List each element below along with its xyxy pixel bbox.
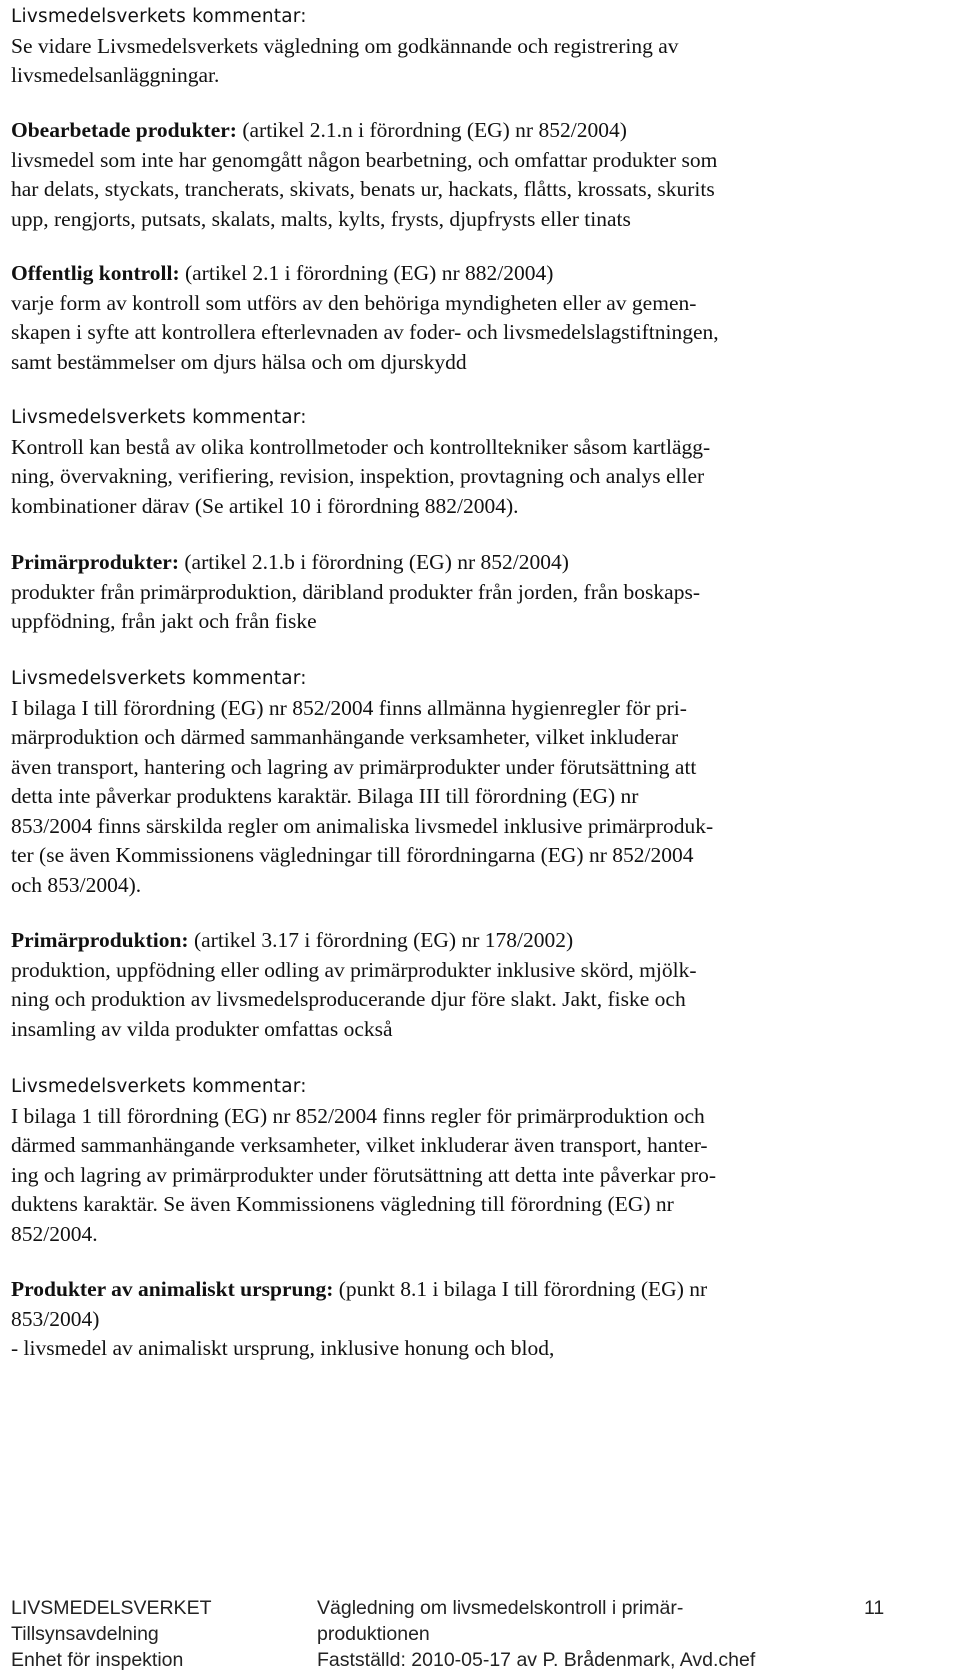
paragraph-line: uppfödning, från jakt och från fiske [11, 609, 317, 633]
definition-primarprodukter [11, 548, 911, 637]
definition-reference: (artikel 3.17 i förordning (EG) nr 178/2002) [188, 928, 574, 952]
footer-established: Fastställd: 2010-05-17 av P. Brådenmark, Avd.chef [317, 1649, 756, 1671]
definition-term: Primärproduktion: [11, 928, 189, 952]
definition-heading [11, 926, 911, 956]
paragraph-line: samt bestämmelser om djurs hälsa och om djurskydd [11, 349, 467, 374]
paragraph-line: livsmedel som inte har genomgått någon bearbetning, och omfattar produkter som [11, 147, 718, 172]
comment-section-1 [11, 2, 911, 91]
footer-page-number: 11 [864, 1597, 885, 1619]
footer-org-name: LIVSMEDELSVERKET [11, 1597, 212, 1619]
comment-label: Livsmedelsverkets kommentar: [11, 6, 307, 27]
paragraph-line: I bilaga 1 till förordning (EG) nr 852/2004 finns regler för primärproduktion och [11, 1103, 705, 1128]
paragraph-line: därmed sammanhängande verksamheter, vilket inkluderar även transport, hanter- [11, 1133, 708, 1157]
paragraph-line: duktens karaktär. Se även Kommissionens vägledning till förordning (EG) nr [11, 1192, 674, 1216]
definition-term: Obearbetade produkter: [11, 118, 237, 142]
definition-heading [11, 259, 911, 289]
definition-reference: (punkt 8.1 i bilaga I till förordning (EG) nr [333, 1277, 708, 1301]
definition-term: Produkter av animaliskt ursprung: [11, 1277, 334, 1301]
footer-title-line2: produktionen [317, 1623, 430, 1645]
comment-section-4 [11, 1072, 911, 1249]
paragraph-line: - livsmedel av animaliskt ursprung, inklusive honung och blod, [11, 1336, 555, 1360]
paragraph-line: upp, rengjorts, putsats, skalats, malts, kylts, frysts, djupfrysts eller tinats [11, 206, 631, 231]
comment-section-2 [11, 403, 911, 521]
footer-organization [11, 1595, 211, 1673]
footer-unit: Enhet för inspektion [11, 1649, 184, 1671]
paragraph-line: märproduktion och därmed sammanhängande verksamheter, vilket inkluderar [11, 725, 679, 749]
paragraph-line: ing och lagring av primärprodukter under förutsättning att detta inte påverkar pro- [11, 1162, 717, 1187]
definition-heading [11, 1275, 911, 1305]
paragraph-line: ter (se även Kommissionens vägledningar till förordningarna (EG) nr 852/2004 [11, 843, 694, 867]
definition-reference: (artikel 2.1 i förordning (EG) nr 882/2004) [179, 261, 554, 285]
paragraph-line: 852/2004. [11, 1221, 98, 1246]
footer-title-line1: Vägledning om livsmedelskontroll i primär- [317, 1597, 684, 1619]
definition-heading [11, 548, 911, 578]
paragraph-line: ning och produktion av livsmedelsproducerande djur före slakt. Jakt, fiske och [11, 987, 686, 1011]
definition-offentlig-kontroll [11, 259, 911, 377]
paragraph-line: och 853/2004). [11, 872, 142, 897]
paragraph-line: produktion, uppfödning eller odling av primärprodukter inklusive skörd, mjölk- [11, 957, 697, 982]
definition-primarproduktion [11, 926, 911, 1044]
paragraph-line: varje form av kontroll som utförs av den behöriga myndigheten eller av gemen- [11, 290, 697, 315]
comment-label: Livsmedelsverkets kommentar: [11, 668, 307, 689]
paragraph-line: insamling av vilda produkter omfattas också [11, 1016, 393, 1041]
paragraph-line: skapen i syfte att kontrollera efterlevnaden av foder- och livsmedelslagstiftningen, [11, 320, 719, 344]
comment-label: Livsmedelsverkets kommentar: [11, 407, 307, 428]
footer-department: Tillsynsavdelning [11, 1623, 159, 1645]
definition-term: Primärprodukter: [11, 550, 179, 574]
paragraph-line: detta inte påverkar produktens karaktär. Bilaga III till förordning (EG) nr [11, 784, 639, 808]
paragraph-line: produkter från primärproduktion, däribland produkter från jorden, från boskaps- [11, 579, 700, 604]
definition-obearbetade-produkter [11, 116, 911, 234]
paragraph-line: har delats, styckats, trancherats, skivats, benats ur, hackats, flåtts, krossats, skurits [11, 177, 715, 201]
definition-term: Offentlig kontroll: [11, 261, 180, 285]
paragraph-line: I bilaga I till förordning (EG) nr 852/2004 finns allmänna hygienregler för pri- [11, 695, 687, 720]
paragraph-line: kombinationer därav (Se artikel 10 i förordning 882/2004). [11, 493, 519, 518]
paragraph-line: Kontroll kan bestå av olika kontrollmetoder och kontrolltekniker såsom kartlägg- [11, 434, 711, 459]
paragraph-line: 853/2004 finns särskilda regler om animaliska livsmedel inklusive primärproduk- [11, 813, 714, 838]
definition-reference: (artikel 2.1.b i förordning (EG) nr 852/2004) [179, 550, 569, 574]
comment-label: Livsmedelsverkets kommentar: [11, 1076, 307, 1097]
paragraph-line: 853/2004) [11, 1306, 100, 1331]
paragraph-line: Se vidare Livsmedelsverkets vägledning om godkännande och registrering av [11, 33, 679, 58]
definition-reference: (artikel 2.1.n i förordning (EG) nr 852/2004) [236, 118, 627, 142]
paragraph-line: ning, övervakning, verifiering, revision, inspektion, provtagning och analys eller [11, 464, 705, 488]
definition-heading [11, 116, 911, 146]
definition-produkter-animaliskt-ursprung [11, 1275, 911, 1364]
paragraph-line: även transport, hantering och lagring av primärprodukter under förutsättning att [11, 754, 697, 779]
paragraph-line: livsmedelsanläggningar. [11, 63, 220, 87]
footer-document-info [317, 1595, 755, 1673]
comment-section-3 [11, 664, 911, 900]
